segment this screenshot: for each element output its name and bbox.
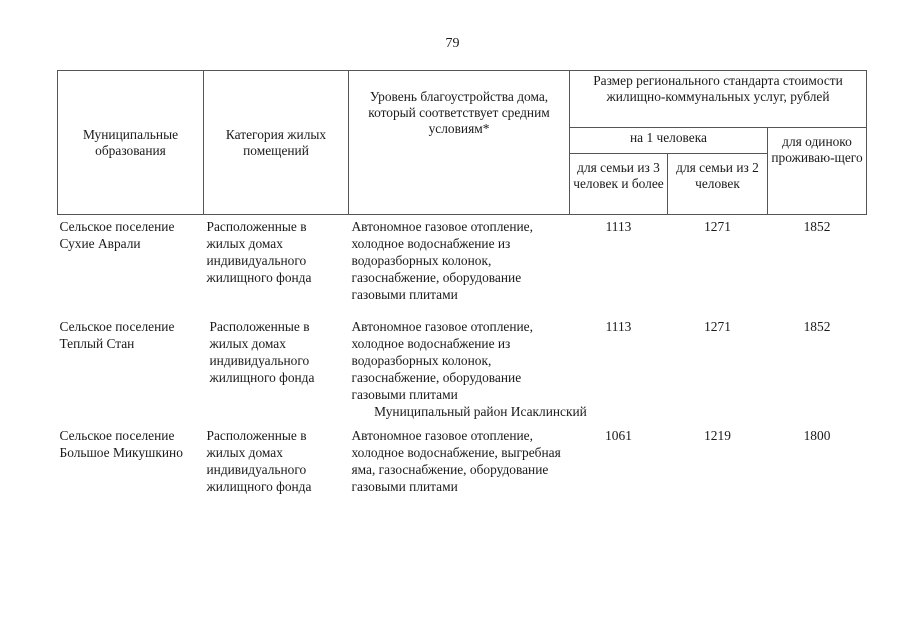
cell-single: 1852 xyxy=(803,219,831,234)
cell-family-3-plus: 1061 xyxy=(605,428,632,443)
table-row xyxy=(58,315,867,403)
cell-family-2: 1219 xyxy=(704,428,731,443)
district-heading-row xyxy=(58,403,867,424)
cell-category: Расположенные в жилых домах индивидуального жилищного фонда xyxy=(209,319,315,385)
cell-family-3-plus: 1113 xyxy=(605,219,632,234)
cell-family-2: 1271 xyxy=(704,319,731,334)
header-housing-category: Категория жилых помещений xyxy=(204,71,349,215)
cell-comfort: Автономное газовое отопление, холодное водоснабжение из водоразборных колонок, газоснабжение, оборудование газовыми плитами xyxy=(351,219,533,302)
header-municipality: Муниципальные образования xyxy=(58,71,204,215)
header-single-resident: для одиноко проживаю-щего xyxy=(768,128,867,215)
table-row xyxy=(58,215,867,316)
header-comfort-level: Уровень благоустройства дома, который соответствует средним условиям* xyxy=(349,71,570,215)
cell-municipality: Сельское поселение Сухие Аврали xyxy=(59,219,175,251)
cell-municipality: Сельское поселение Теплый Стан xyxy=(59,319,175,351)
table-row xyxy=(58,424,867,495)
cell-single: 1800 xyxy=(803,428,831,443)
cell-municipality: Сельское поселение Большое Микушкино xyxy=(59,428,183,460)
header-per-person: на 1 человека xyxy=(570,128,768,154)
cell-category: Расположенные в жилых домах индивидуального жилищного фонда xyxy=(206,428,312,494)
housing-standard-table xyxy=(57,70,867,495)
cell-category: Расположенные в жилых домах индивидуального жилищного фонда xyxy=(206,219,312,285)
page-number: 79 xyxy=(445,36,460,51)
header-standard-size: Размер регионального стандарта стоимости жилищно-коммунальных услуг, рублей xyxy=(570,71,867,128)
header-family-2: для семьи из 2 человек xyxy=(668,154,768,215)
cell-family-3-plus: 1113 xyxy=(605,319,632,334)
cell-single: 1852 xyxy=(803,319,831,334)
district-heading: Муниципальный район Исаклинский xyxy=(374,404,587,419)
header-family-3-plus: для семьи из 3 человек и более xyxy=(570,154,668,215)
cell-family-2: 1271 xyxy=(704,219,731,234)
cell-comfort: Автономное газовое отопление, холодное водоснабжение, выгребная яма, газоснабжение, оборудование газовыми плитами xyxy=(351,428,561,494)
cell-comfort: Автономное газовое отопление, холодное водоснабжение из водоразборных колонок, газоснабжение, оборудование газовыми плитами xyxy=(351,319,533,402)
